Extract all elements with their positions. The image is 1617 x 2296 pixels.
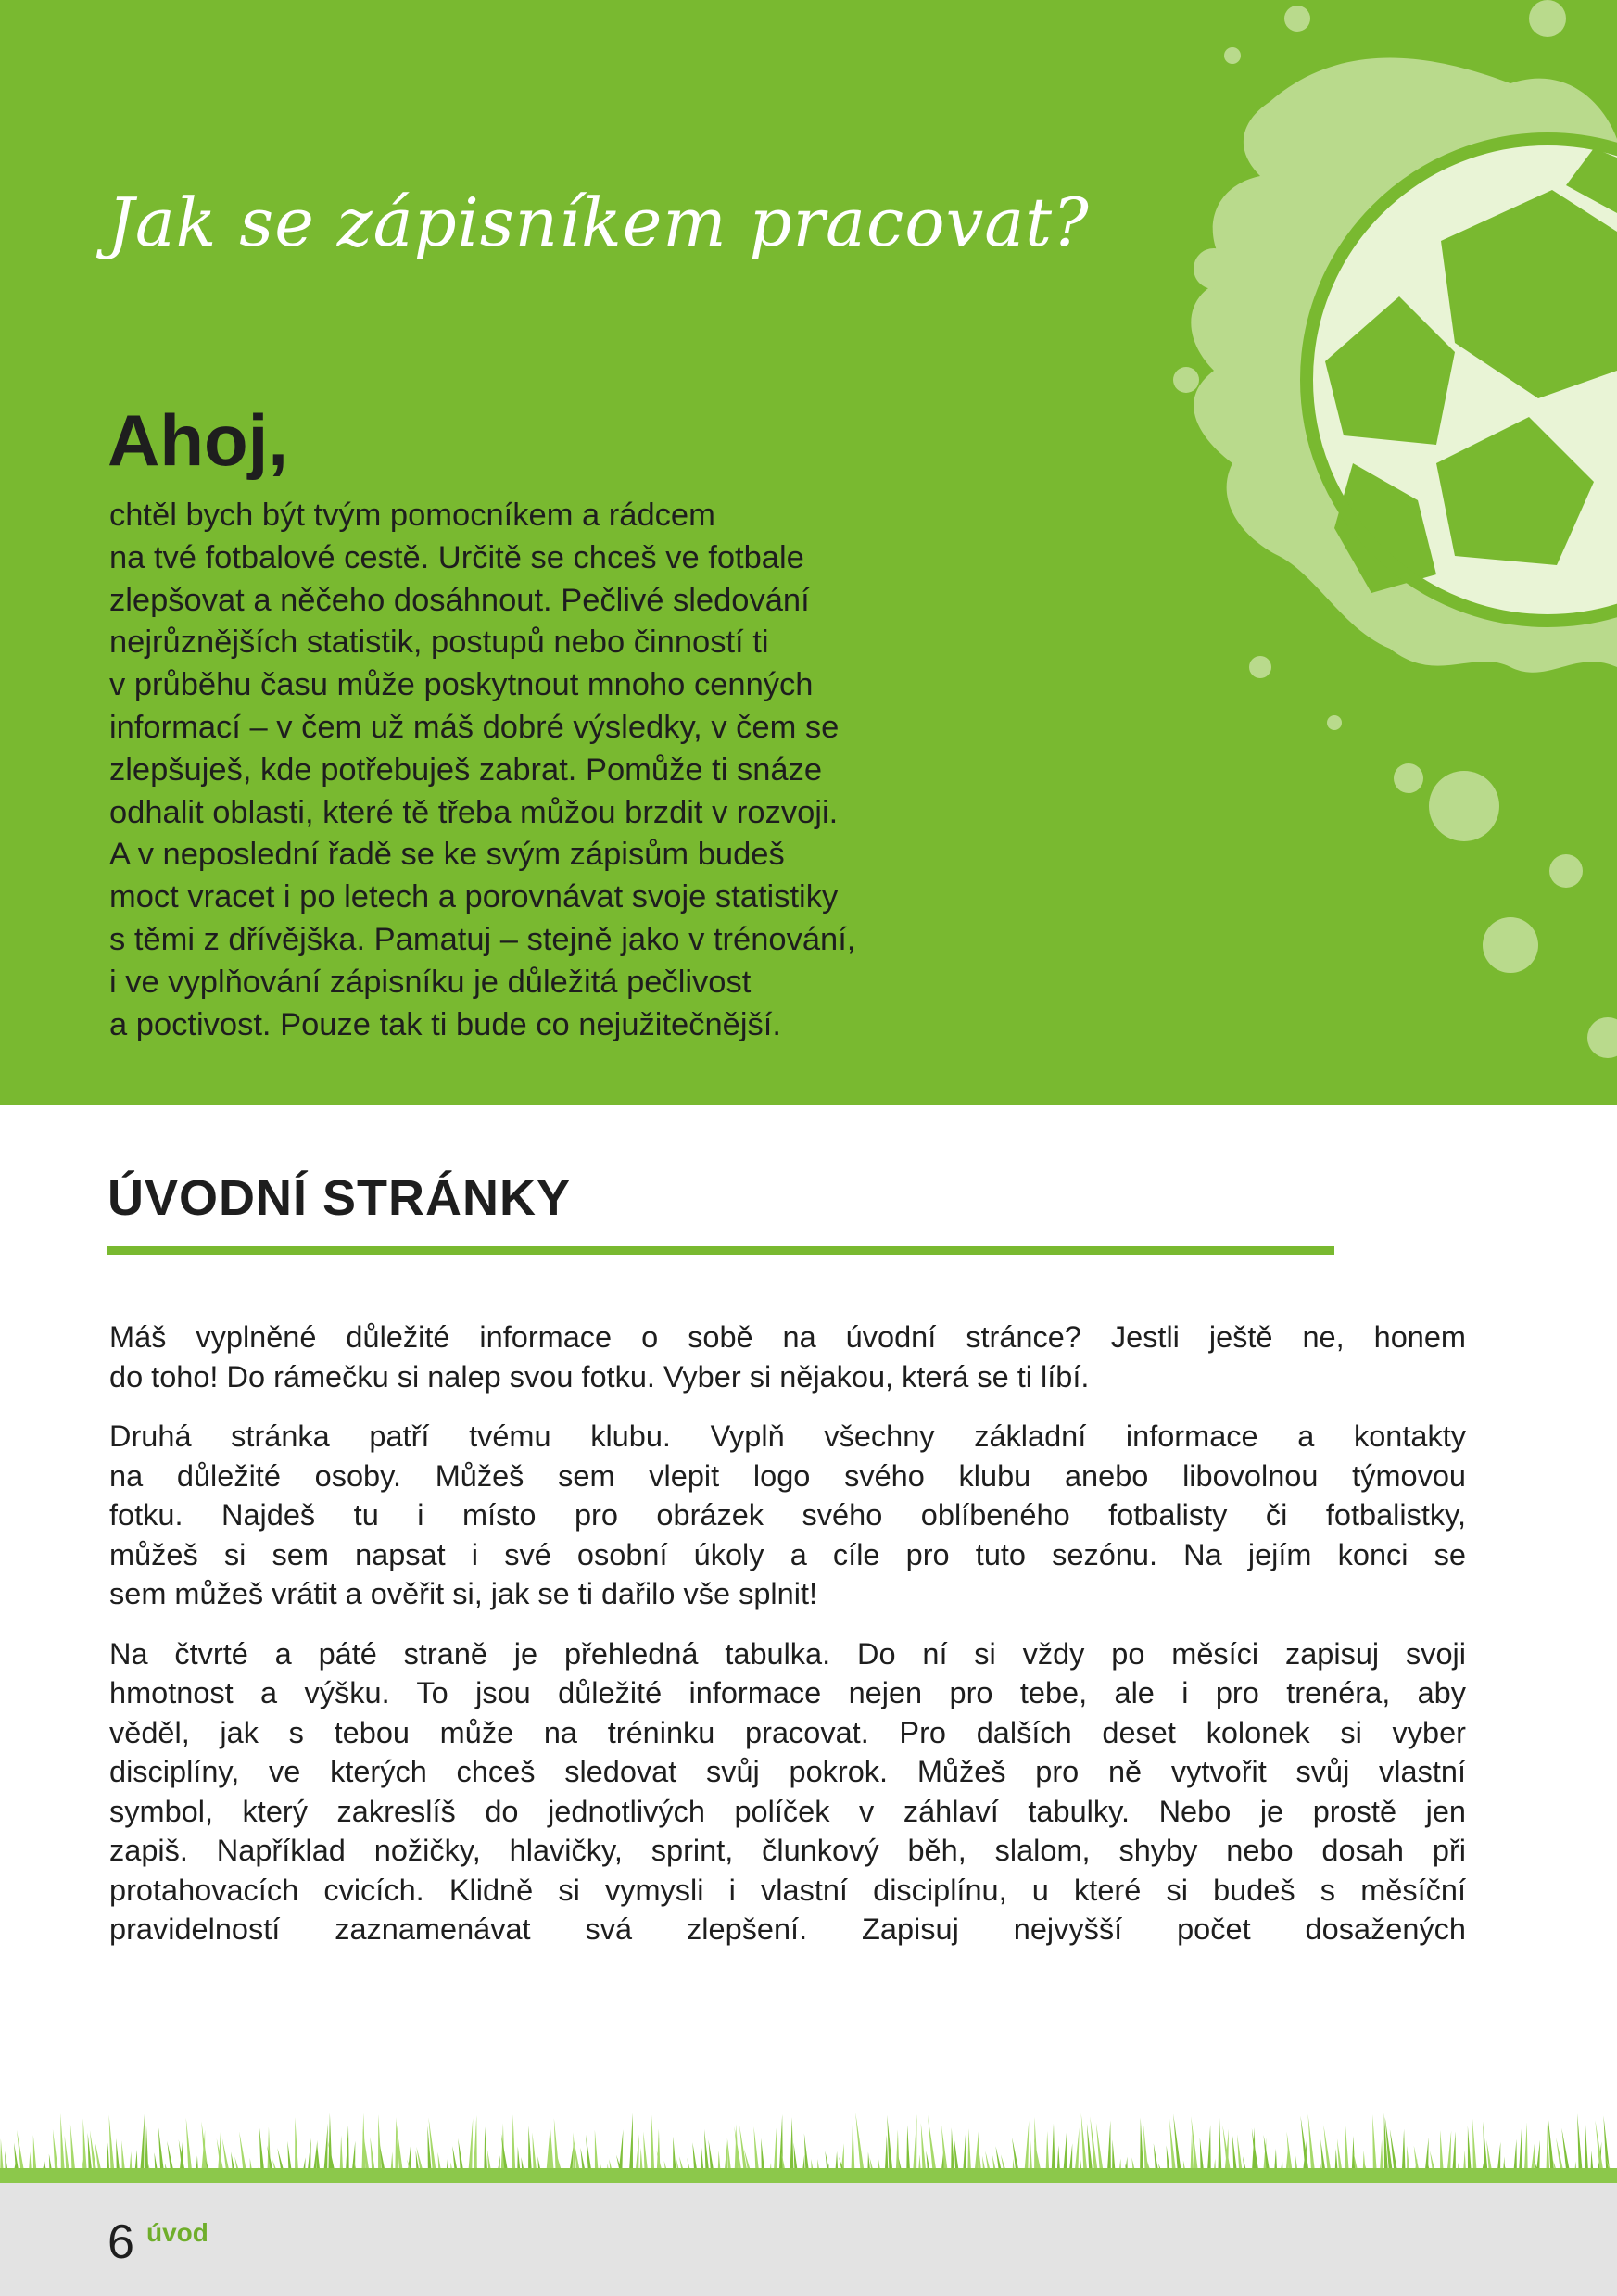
section-divider: [107, 1246, 1334, 1255]
body-line: Máš vyplněné důležité informace o sobě na úvodní stránce? Jestli ještě ne, honem: [109, 1320, 1466, 1354]
intro-line: s těmi z dřívějška. Pamatuj – stejně jako v trénování,: [109, 921, 856, 957]
intro-line: A v neposlední řadě se ke svým zápisům budeš: [109, 837, 785, 873]
intro-line: zlepšovat a něčeho dosáhnout. Pečlivé sledování: [109, 582, 810, 618]
intro-text: [109, 495, 1045, 1046]
body-line: můžeš si sem napsat i své osobní úkoly a cíle pro tuto sezónu. Na jejím konci se: [109, 1537, 1466, 1571]
intro-line: informací – v čem už máš dobré výsledky, v čem se: [109, 709, 840, 745]
body-line: věděl, jak s tebou může na tréninku pracovat. Pro dalších deset kolonek si vyber: [109, 1715, 1466, 1749]
body-line: protahovacích cvicích. Klidně si vymysli i vlastní disciplínu, u které si budeš s měsíční: [109, 1873, 1466, 1907]
header-banner: [0, 0, 1617, 1105]
section-heading: ÚVODNÍ STRÁNKY: [107, 1170, 572, 1226]
body-line: Druhá stránka patří tvému klubu. Vyplň všechny základní informace a kontakty: [109, 1419, 1466, 1453]
section-body: [109, 1318, 1466, 1970]
soccer-ball-splash-icon: [1158, 0, 1617, 1105]
greeting: Ahoj,: [107, 399, 288, 481]
page-number: 6: [107, 2215, 134, 2269]
paragraph: [109, 1634, 1466, 1949]
body-line: zapiš. Například nožičky, hlavičky, sprint, člunkový běh, slalom, shyby nebo dosah při: [109, 1834, 1466, 1867]
paragraph: [109, 1417, 1466, 1614]
intro-line: odhalit oblasti, které tě třeba můžou brzdit v rozvoji.: [109, 794, 839, 830]
body-line: hmotnost a výšku. To jsou důležité informace nejen pro tebe, ale i pro trenéra, aby: [109, 1676, 1466, 1709]
intro-line: i ve vyplňování zápisníku je důležitá pečlivost: [109, 964, 752, 1000]
body-line: fotku. Najdeš tu i místo pro obrázek svého oblíbeného fotbalisty či fotbalistky,: [109, 1498, 1466, 1532]
intro-line: moct vracet i po letech a porovnávat svoje statistiky: [109, 879, 839, 915]
body-line: symbol, který zakreslíš do jednotlivých políček v záhlaví tabulky. Nebo je prostě jen: [109, 1794, 1466, 1828]
intro-line: zlepšuješ, kde potřebuješ zabrat. Pomůže ti snáze: [109, 751, 823, 788]
body-line: do toho! Do rámečku si nalep svou fotku. Vyber si nějakou, která se ti líbí.: [109, 1359, 1090, 1394]
page-title: Jak se zápisníkem pracovat?: [107, 183, 1090, 261]
body-line: disciplíny, ve kterých chceš sledovat svůj pokrok. Můžeš pro ně vytvořit svůj vlastní: [109, 1755, 1466, 1788]
body-line: sem můžeš vrátit a ověřit si, jak se ti dařilo vše splnit!: [109, 1577, 818, 1610]
body-line: na důležité osoby. Můžeš sem vlepit logo svého klubu anebo libovolnou týmovou: [109, 1458, 1466, 1493]
body-line: pravidelností zaznamenávat svá zlepšení. Zapisuj nejvyšší počet dosažených: [109, 1912, 1466, 1946]
intro-line: na tvé fotbalové cestě. Určitě se chceš ve fotbale: [109, 539, 804, 575]
intro-line: v průběhu času může poskytnout mnoho cenných: [109, 667, 814, 703]
page-footer: [0, 2183, 1617, 2296]
paragraph: [109, 1318, 1466, 1396]
section-label: úvod: [146, 2218, 208, 2247]
intro-line: chtěl bych být tvým pomocníkem a rádcem: [109, 498, 715, 533]
intro-line: nejrůznějších statistik, postupů nebo činností ti: [109, 624, 769, 661]
body-line: Na čtvrté a páté straně je přehledná tabulka. Do ní si vždy po měsíci zapisuj svoji: [109, 1636, 1466, 1671]
intro-line: a poctivost. Pouze tak ti bude co nejužitečnější.: [109, 1006, 781, 1042]
grass-border-icon: [0, 2094, 1617, 2187]
